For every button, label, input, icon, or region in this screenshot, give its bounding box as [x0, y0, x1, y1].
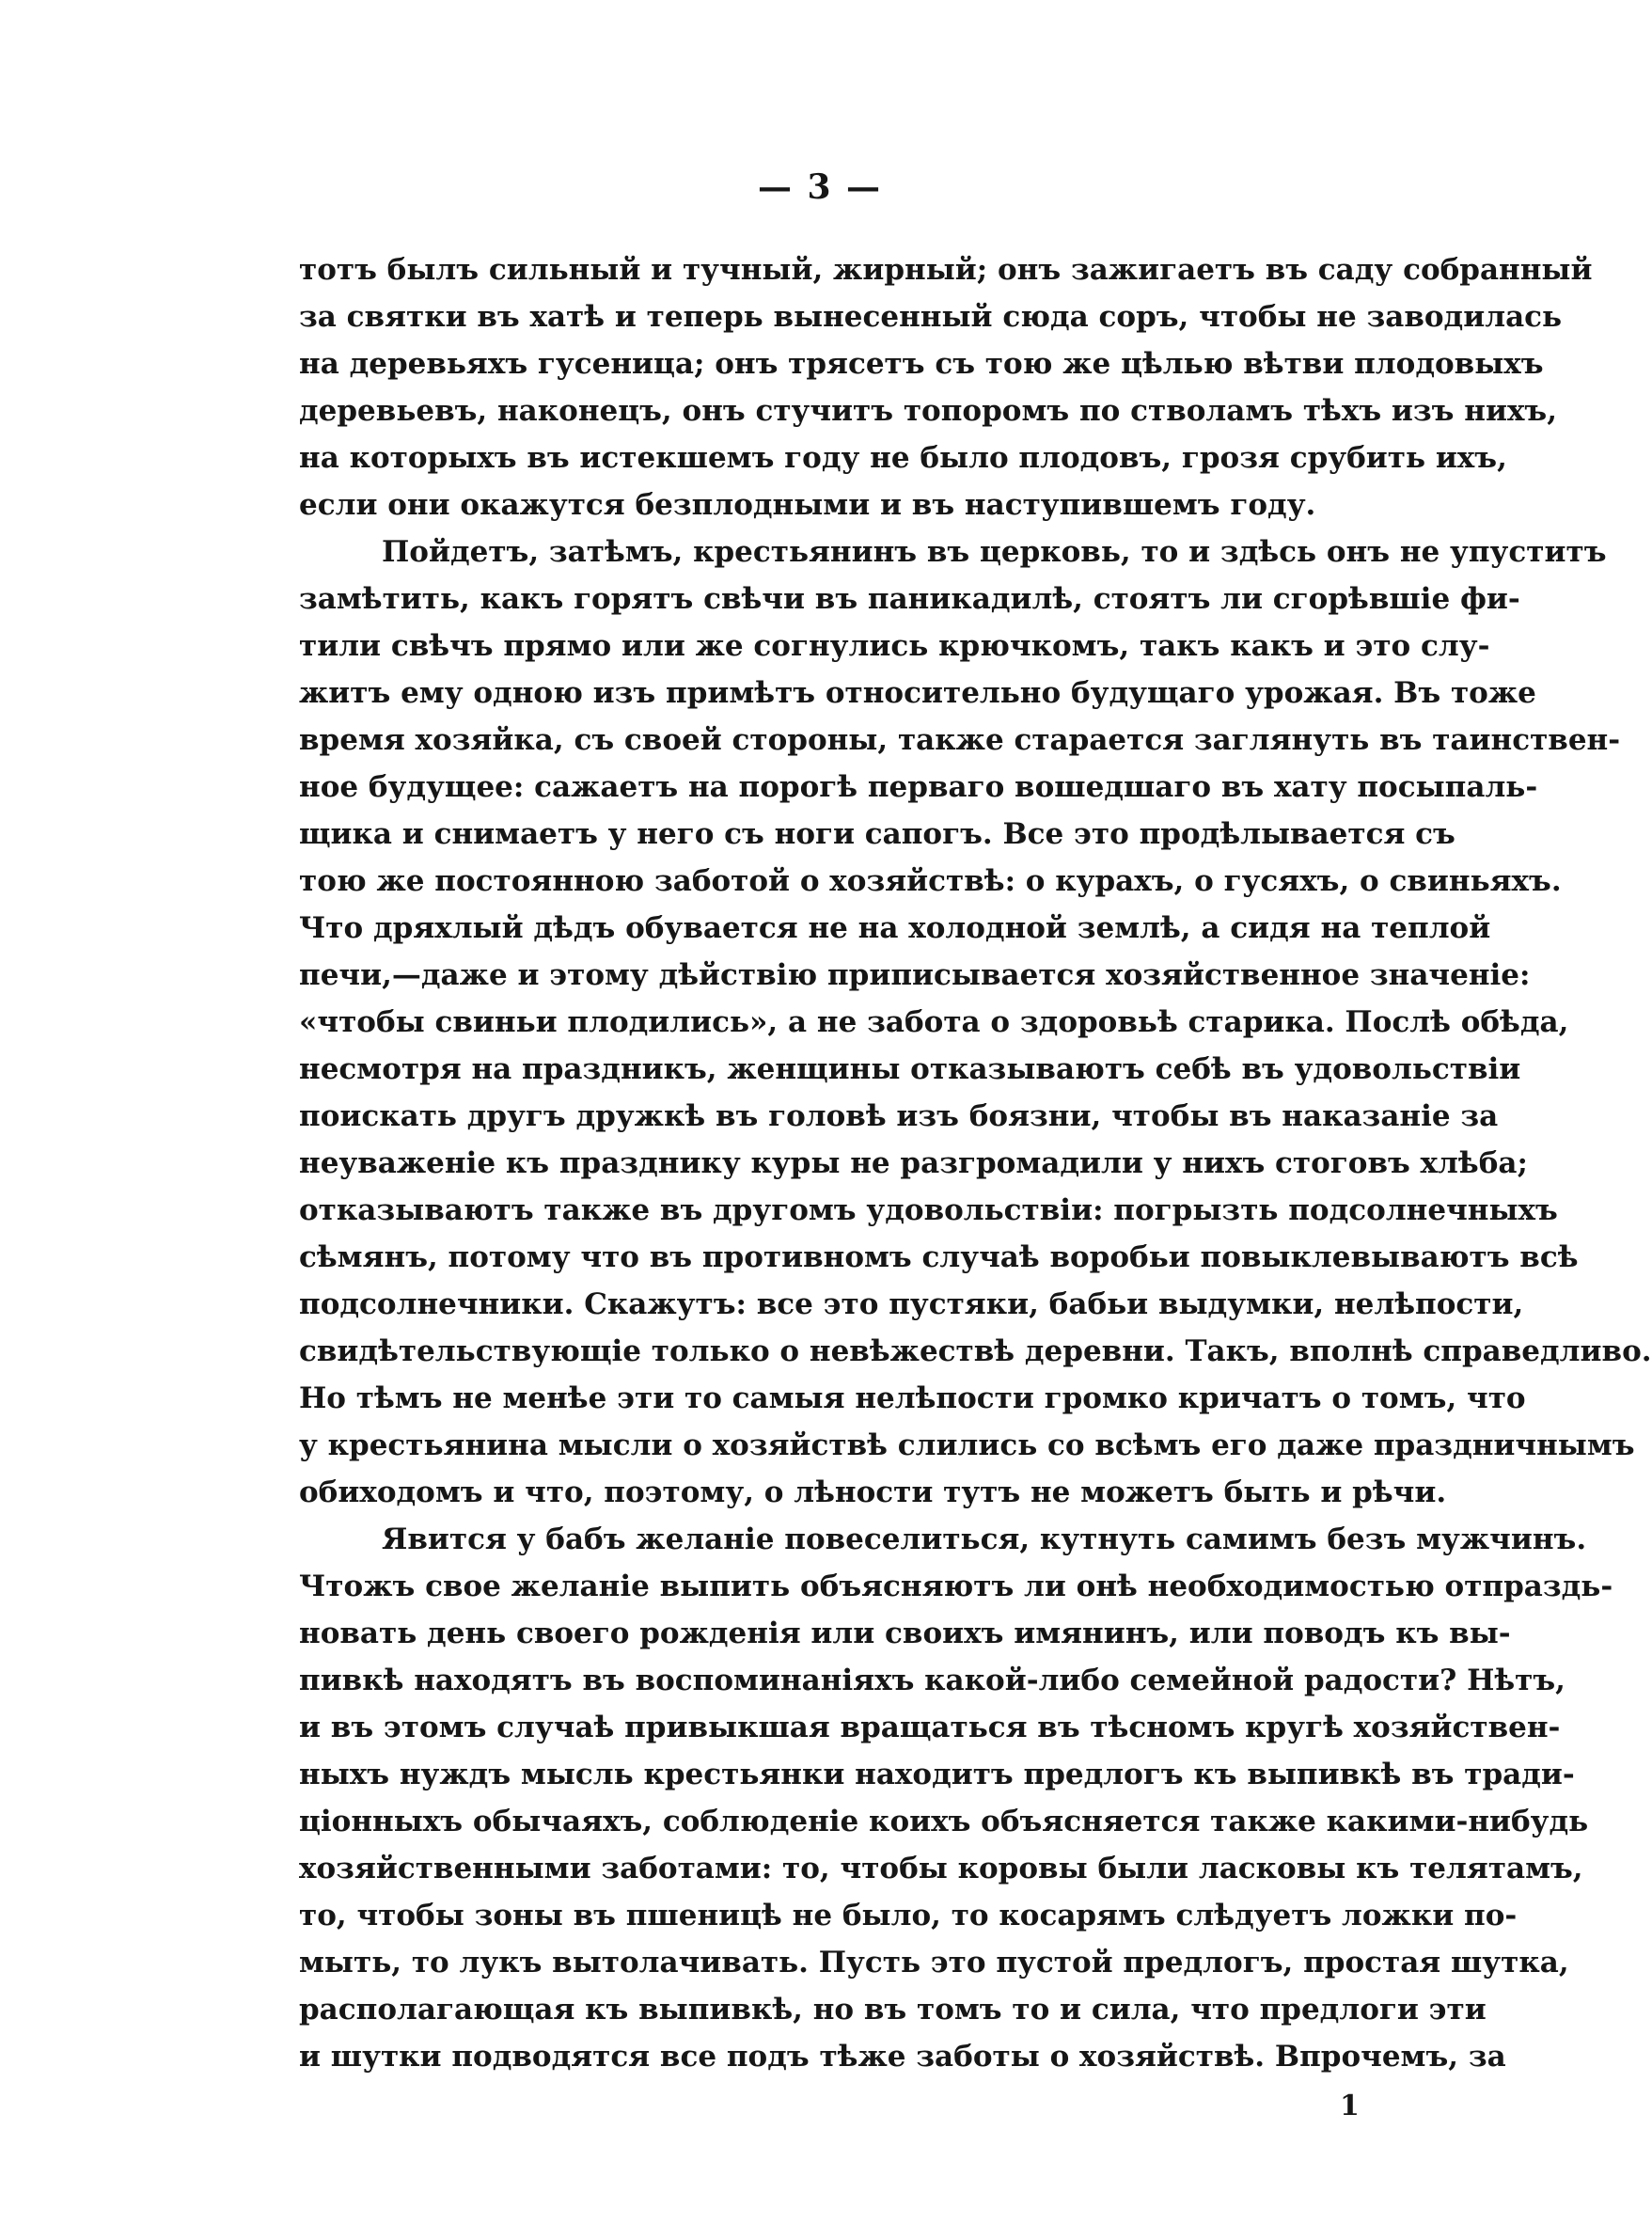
text-line: и шутки подводятся все подъ тѣже заботы о хозяйствѣ. Впрочемъ, за	[299, 2040, 1506, 2074]
paragraph-start: Явится у бабъ желаніе повеселиться, кутнуть самимъ безъ мужчинъ.	[382, 1522, 1587, 1556]
text-line: неуваженіе къ празднику куры не разгромадили у нихъ стоговъ хлѣба;	[299, 1146, 1528, 1180]
text-line: и въ этомъ случаѣ привыкшая вращаться въ тѣсномъ кругѣ хозяйствен-	[299, 1711, 1561, 1744]
text-line: подсолнечники. Скажутъ: все это пустяки, бабьи выдумки, нелѣпости,	[299, 1287, 1524, 1321]
text-line: сѣмянъ, потому что въ противномъ случаѣ воробьи повыклевываютъ всѣ	[299, 1240, 1579, 1274]
text-line: время хозяйка, съ своей стороны, также старается заглянуть въ таинствен-	[299, 723, 1621, 757]
text-line: несмотря на праздникъ, женщины отказываютъ себѣ въ удовольствіи	[299, 1052, 1521, 1086]
text-line: Чтожъ свое желаніе выпить объясняютъ ли онѣ необходимостью отпраздь-	[299, 1570, 1613, 1603]
signature-mark: 1	[1340, 2090, 1360, 2122]
text-line: ныхъ нуждъ мысль крестьянки находитъ предлогъ къ выпивкѣ въ тради-	[299, 1758, 1575, 1791]
text-line: отказываютъ также въ другомъ удовольствіи: погрызть подсолнечныхъ	[299, 1193, 1558, 1227]
text-line: ціонныхъ обычаяхъ, соблюденіе коихъ объясняется также какими-нибудь	[299, 1805, 1589, 1838]
text-line: деревьевъ, наконецъ, онъ стучитъ топоромъ по стволамъ тѣхъ изъ нихъ,	[299, 394, 1557, 428]
text-line: тою же постоянною заботой о хозяйствѣ: о курахъ, о гусяхъ, о свиньяхъ.	[299, 864, 1562, 898]
text-line: житъ ему одною изъ примѣтъ относительно будущаго урожая. Въ тоже	[299, 676, 1536, 710]
text-line: хозяйственными заботами: то, чтобы коровы были ласковы къ телятамъ,	[299, 1852, 1583, 1885]
paragraph-start: Пойдетъ, затѣмъ, крестьянинъ въ церковь, то и здѣсь онъ не упуститъ	[382, 535, 1607, 569]
text-line: щика и снимаетъ у него съ ноги сапогъ. Все это продѣлывается съ	[299, 817, 1455, 851]
text-line: если они окажутся безплодными и въ наступившемъ году.	[299, 488, 1316, 522]
text-line: то, чтобы зоны въ пшеницѣ не было, то косарямъ слѣдуетъ ложки по-	[299, 1899, 1518, 1932]
text-line: Но тѣмъ не менѣе эти то самыя нелѣпости громко кричатъ о томъ, что	[299, 1381, 1526, 1415]
text-line: тотъ былъ сильный и тучный, жирный; онъ зажигаетъ въ саду собранный	[299, 253, 1593, 287]
text-line: печи,—даже и этому дѣйствію приписывается хозяйственное значеніе:	[299, 958, 1531, 992]
text-line: замѣтить, какъ горятъ свѣчи въ паникадилѣ, стоятъ ли сгорѣвшіе фи-	[299, 582, 1520, 616]
body-text	[299, 246, 1652, 2080]
text-line: Что дряхлый дѣдъ обувается не на холодной землѣ, а сидя на теплой	[299, 911, 1491, 945]
text-line: за святки въ хатѣ и теперь вынесенный сюда соръ, чтобы не заводилась	[299, 300, 1563, 334]
text-line: на которыхъ въ истекшемъ году не было плодовъ, грозя срубить ихъ,	[299, 441, 1507, 475]
text-line: «чтобы свиньи плодились», а не забота о здоровьѣ старика. Послѣ обѣда,	[299, 1005, 1569, 1039]
text-line: тили свѣчъ прямо или же согнулись крючкомъ, такъ какъ и это слу-	[299, 629, 1490, 663]
text-line: ное будущее: сажаетъ на порогѣ перваго вошедшаго въ хату посыпаль-	[299, 770, 1538, 804]
text-line: на деревьяхъ гусеница; онъ трясетъ съ тою же цѣлью вѣтви плодовыхъ	[299, 347, 1544, 381]
text-line: поискать другъ дружкѣ въ головѣ изъ боязни, чтобы въ наказаніе за	[299, 1099, 1499, 1133]
text-line: располагающая къ выпивкѣ, но въ томъ то и сила, что предлоги эти	[299, 1993, 1487, 2027]
text-line: у крестьянина мысли о хозяйствѣ слились со всѣмъ его даже праздничнымъ	[299, 1428, 1635, 1462]
text-line: свидѣтельствующіе только о невѣжествѣ деревни. Такъ, вполнѣ справедливо.	[299, 1334, 1652, 1368]
text-line: новать день своего рожденія или своихъ имянинъ, или поводъ къ вы-	[299, 1617, 1511, 1650]
text-line: мыть, то лукъ вытолачивать. Пусть это пустой предлогъ, простая шутка,	[299, 1946, 1569, 1980]
text-line: обиходомъ и что, поэтому, о лѣности тутъ не можетъ быть и рѣчи.	[299, 1475, 1447, 1509]
page-number: — 3 —	[757, 167, 883, 207]
text-line: пивкѣ находятъ въ воспоминаніяхъ какой-либо семейной радости? Нѣтъ,	[299, 1664, 1565, 1697]
